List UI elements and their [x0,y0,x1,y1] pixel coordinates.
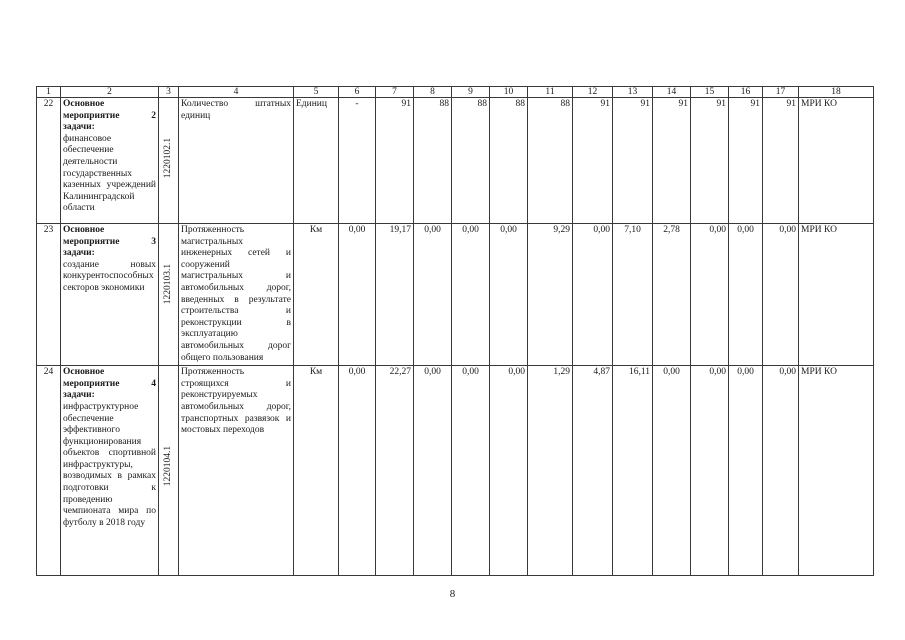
value-cell: 0,00 [729,224,763,366]
value-cell: 0,00 [452,366,490,576]
activity-code: 1220102.1 [162,137,173,179]
unit-cell: Км [294,224,339,366]
value-cell: 0,00 [691,224,729,366]
value-cell: 22,27 [376,366,414,576]
page-number: 8 [449,588,456,600]
header-cell: 1 [37,87,61,98]
value-cell: 0,00 [339,366,376,576]
code-cell [159,98,179,224]
table-row [37,224,874,366]
header-cell: 10 [490,87,528,98]
header-cell: 6 [339,87,376,98]
value-cell: 0,00 [691,366,729,576]
value-cell: 91 [376,98,414,224]
header-cell: 16 [729,87,763,98]
value-cell: 0,00 [414,366,452,576]
data-table [36,86,874,576]
table-row [37,366,874,576]
value-cell: 91 [653,98,691,224]
row-number: 22 [37,98,61,224]
value-cell: 7,10 [613,224,653,366]
header-cell: 14 [653,87,691,98]
value-cell: 4,87 [573,366,613,576]
header-cell: 15 [691,87,729,98]
header-cell: 5 [294,87,339,98]
value-cell: 91 [691,98,729,224]
value-cell: 0,00 [490,366,528,576]
executor-cell: МРИ КО [799,224,874,366]
activity-cell [61,224,159,366]
activity-cell [61,98,159,224]
value-cell: 88 [414,98,452,224]
value-cell: 0,00 [452,224,490,366]
value-cell: 0,00 [763,224,799,366]
activity-title: Основное мероприятие 4 задачи: [63,367,156,401]
header-row [37,87,874,98]
header-cell: 2 [61,87,159,98]
header-cell: 4 [179,87,294,98]
header-cell: 8 [414,87,452,98]
activity-code: 1220103.1 [162,263,173,305]
activity-description: финансовое обеспечение деятельности государственных казенных учреждений Калининградской области [63,133,156,214]
value-cell: 88 [490,98,528,224]
header-cell: 18 [799,87,874,98]
unit-cell: Км [294,366,339,576]
value-cell: 91 [573,98,613,224]
activity-title: Основное мероприятие 3 задачи: [63,225,156,259]
value-cell: 16,11 [613,366,653,576]
value-cell: 91 [729,98,763,224]
activity-code: 1220104.1 [162,445,173,487]
value-cell: 0,00 [490,224,528,366]
header-cell: 3 [159,87,179,98]
header-cell: 17 [763,87,799,98]
header-cell: 11 [528,87,573,98]
table-row [37,98,874,224]
indicator-cell: Протяженность строящихся и реконструируемых автомобильных дорог, транспортных развязок и мостовых переходов [179,366,294,576]
value-cell: 0,00 [414,224,452,366]
activity-title: Основное мероприятие 2 задачи: [63,99,156,133]
value-cell: 2,78 [653,224,691,366]
row-number: 24 [37,366,61,576]
value-cell: 19,17 [376,224,414,366]
value-cell: 0,00 [729,366,763,576]
header-cell: 7 [376,87,414,98]
activity-description: создание новых конкурентоспособных секторов экономики [63,259,156,293]
value-cell: 0,00 [573,224,613,366]
value-cell: 0,00 [653,366,691,576]
header-cell: 9 [452,87,490,98]
activity-cell [61,366,159,576]
code-cell [159,224,179,366]
unit-cell: Единиц [294,98,339,224]
value-cell: 88 [528,98,573,224]
value-cell: 0,00 [339,224,376,366]
value-cell: 91 [763,98,799,224]
value-cell: 9,29 [528,224,573,366]
executor-cell: МРИ КО [799,366,874,576]
indicator-cell: Количество штатных единиц [179,98,294,224]
row-number: 23 [37,224,61,366]
activity-description: инфраструктурное обеспечение эффективного функционирования объектов спортивной инфраструктуры, возводимых в рамках подготовки к проведению чемпионата мира по футболу в 2018 году [63,401,156,528]
value-cell: 91 [613,98,653,224]
value-cell: 0,00 [763,366,799,576]
value-cell: 88 [452,98,490,224]
header-cell: 12 [573,87,613,98]
value-cell: - [339,98,376,224]
value-cell: 1,29 [528,366,573,576]
code-cell [159,366,179,576]
indicator-cell: Протяженность магистральных инженерных сетей и сооружений магистральных и автомобильных дорог, введенных в результате строительства и реконструкции в эксплуатацию автомобильных дорог общего пользования [179,224,294,366]
executor-cell: МРИ КО [799,98,874,224]
header-cell: 13 [613,87,653,98]
